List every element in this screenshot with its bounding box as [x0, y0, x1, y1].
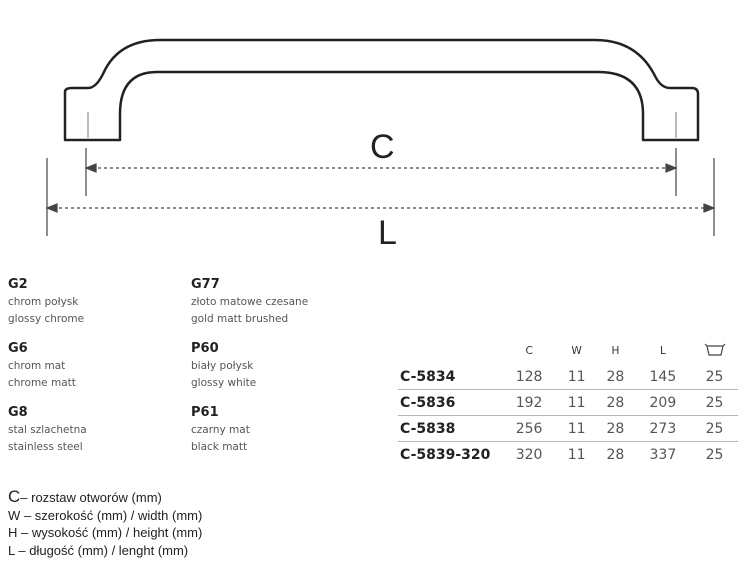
legend-text: – szerokość (mm) / width (mm): [23, 507, 203, 523]
finish-name-en: gold matt brushed: [191, 313, 289, 325]
cell-l: 337: [649, 446, 677, 463]
cell-w: 11: [557, 416, 596, 442]
cell-w: 11: [557, 390, 596, 416]
cell-qty: 25: [691, 416, 738, 442]
table-row: [398, 416, 738, 442]
finish-name-pl: stal szlachetna: [8, 424, 87, 436]
cell-model: C-5836: [398, 390, 501, 416]
cell-qty: 25: [691, 364, 738, 390]
legend-key: L: [8, 542, 15, 558]
cell-c: 320: [515, 446, 543, 463]
legend-text: – długość (mm) / lenght (mm): [18, 542, 189, 558]
finish-name-en: glossy white: [191, 377, 257, 389]
legend-key: H: [8, 525, 18, 540]
cell-model: C-5834: [398, 364, 501, 390]
legend-item: [8, 507, 202, 525]
cell-h: 28: [596, 416, 635, 442]
header-w: W: [571, 345, 582, 357]
finish-name-pl: chrom mat: [8, 360, 66, 372]
finish-name-pl: chrom połysk: [8, 296, 79, 308]
finish-name-pl: biały połysk: [191, 360, 254, 372]
legend-key: C: [8, 487, 21, 506]
cell-w: 11: [567, 446, 586, 463]
handle-outline: [65, 40, 698, 140]
finish-name-pl: czarny mat: [191, 424, 250, 436]
finish-name-en: chrome matt: [8, 377, 76, 389]
table-row: [398, 390, 738, 416]
finish-item: [191, 276, 351, 328]
dimension-label-l: L: [378, 214, 397, 250]
finish-name-en: stainless steel: [8, 441, 83, 453]
cell-h: 28: [606, 446, 625, 463]
cell-l: 145: [635, 364, 691, 390]
finish-item: [8, 340, 168, 392]
legend-item: [8, 542, 202, 560]
finish-name-pl: złoto matowe czesane: [191, 296, 309, 308]
header-h: H: [611, 345, 620, 357]
legend-key: W: [8, 507, 21, 523]
cell-l: 273: [635, 416, 691, 442]
cell-c: 192: [501, 390, 557, 416]
table-row: [398, 442, 738, 468]
legend-item: [8, 488, 202, 507]
cell-model: C-5839-320: [400, 446, 491, 463]
finish-item: [191, 404, 351, 456]
cell-c: 256: [501, 416, 557, 442]
finish-code: G2: [8, 277, 28, 292]
handle-dimension-diagram: [0, 0, 750, 250]
legend-text: – wysokość (mm) / height (mm): [21, 525, 203, 540]
finish-code: G8: [8, 405, 28, 420]
header-c: C: [525, 345, 533, 357]
finish-code: P61: [191, 405, 219, 420]
finish-code: G77: [191, 277, 220, 292]
spec-table: [398, 338, 738, 467]
finish-item: [8, 404, 168, 456]
cell-model: C-5838: [398, 416, 501, 442]
legend-item: [8, 524, 202, 542]
cell-h: 28: [596, 364, 635, 390]
cell-l: 209: [635, 390, 691, 416]
legend-text: – rozstaw otworów (mm): [20, 490, 162, 505]
cell-h: 28: [596, 390, 635, 416]
finish-name-en: glossy chrome: [8, 313, 85, 325]
finish-code: P60: [191, 341, 219, 356]
header-pack: [691, 338, 738, 364]
dimension-label-c: C: [370, 128, 395, 166]
dimension-legend: [8, 488, 202, 559]
header-model: [398, 338, 501, 364]
header-l: L: [659, 345, 666, 357]
finish-item: [8, 276, 168, 328]
cell-qty: 25: [691, 390, 738, 416]
cell-qty: 25: [705, 446, 724, 463]
cell-c: 128: [501, 364, 557, 390]
finish-item: [191, 340, 351, 392]
box-icon: [704, 343, 726, 360]
finish-code: G6: [8, 341, 28, 356]
cell-w: 11: [557, 364, 596, 390]
finish-name-en: black matt: [191, 441, 248, 453]
table-header-row: [398, 338, 738, 364]
table-row: [398, 364, 738, 390]
